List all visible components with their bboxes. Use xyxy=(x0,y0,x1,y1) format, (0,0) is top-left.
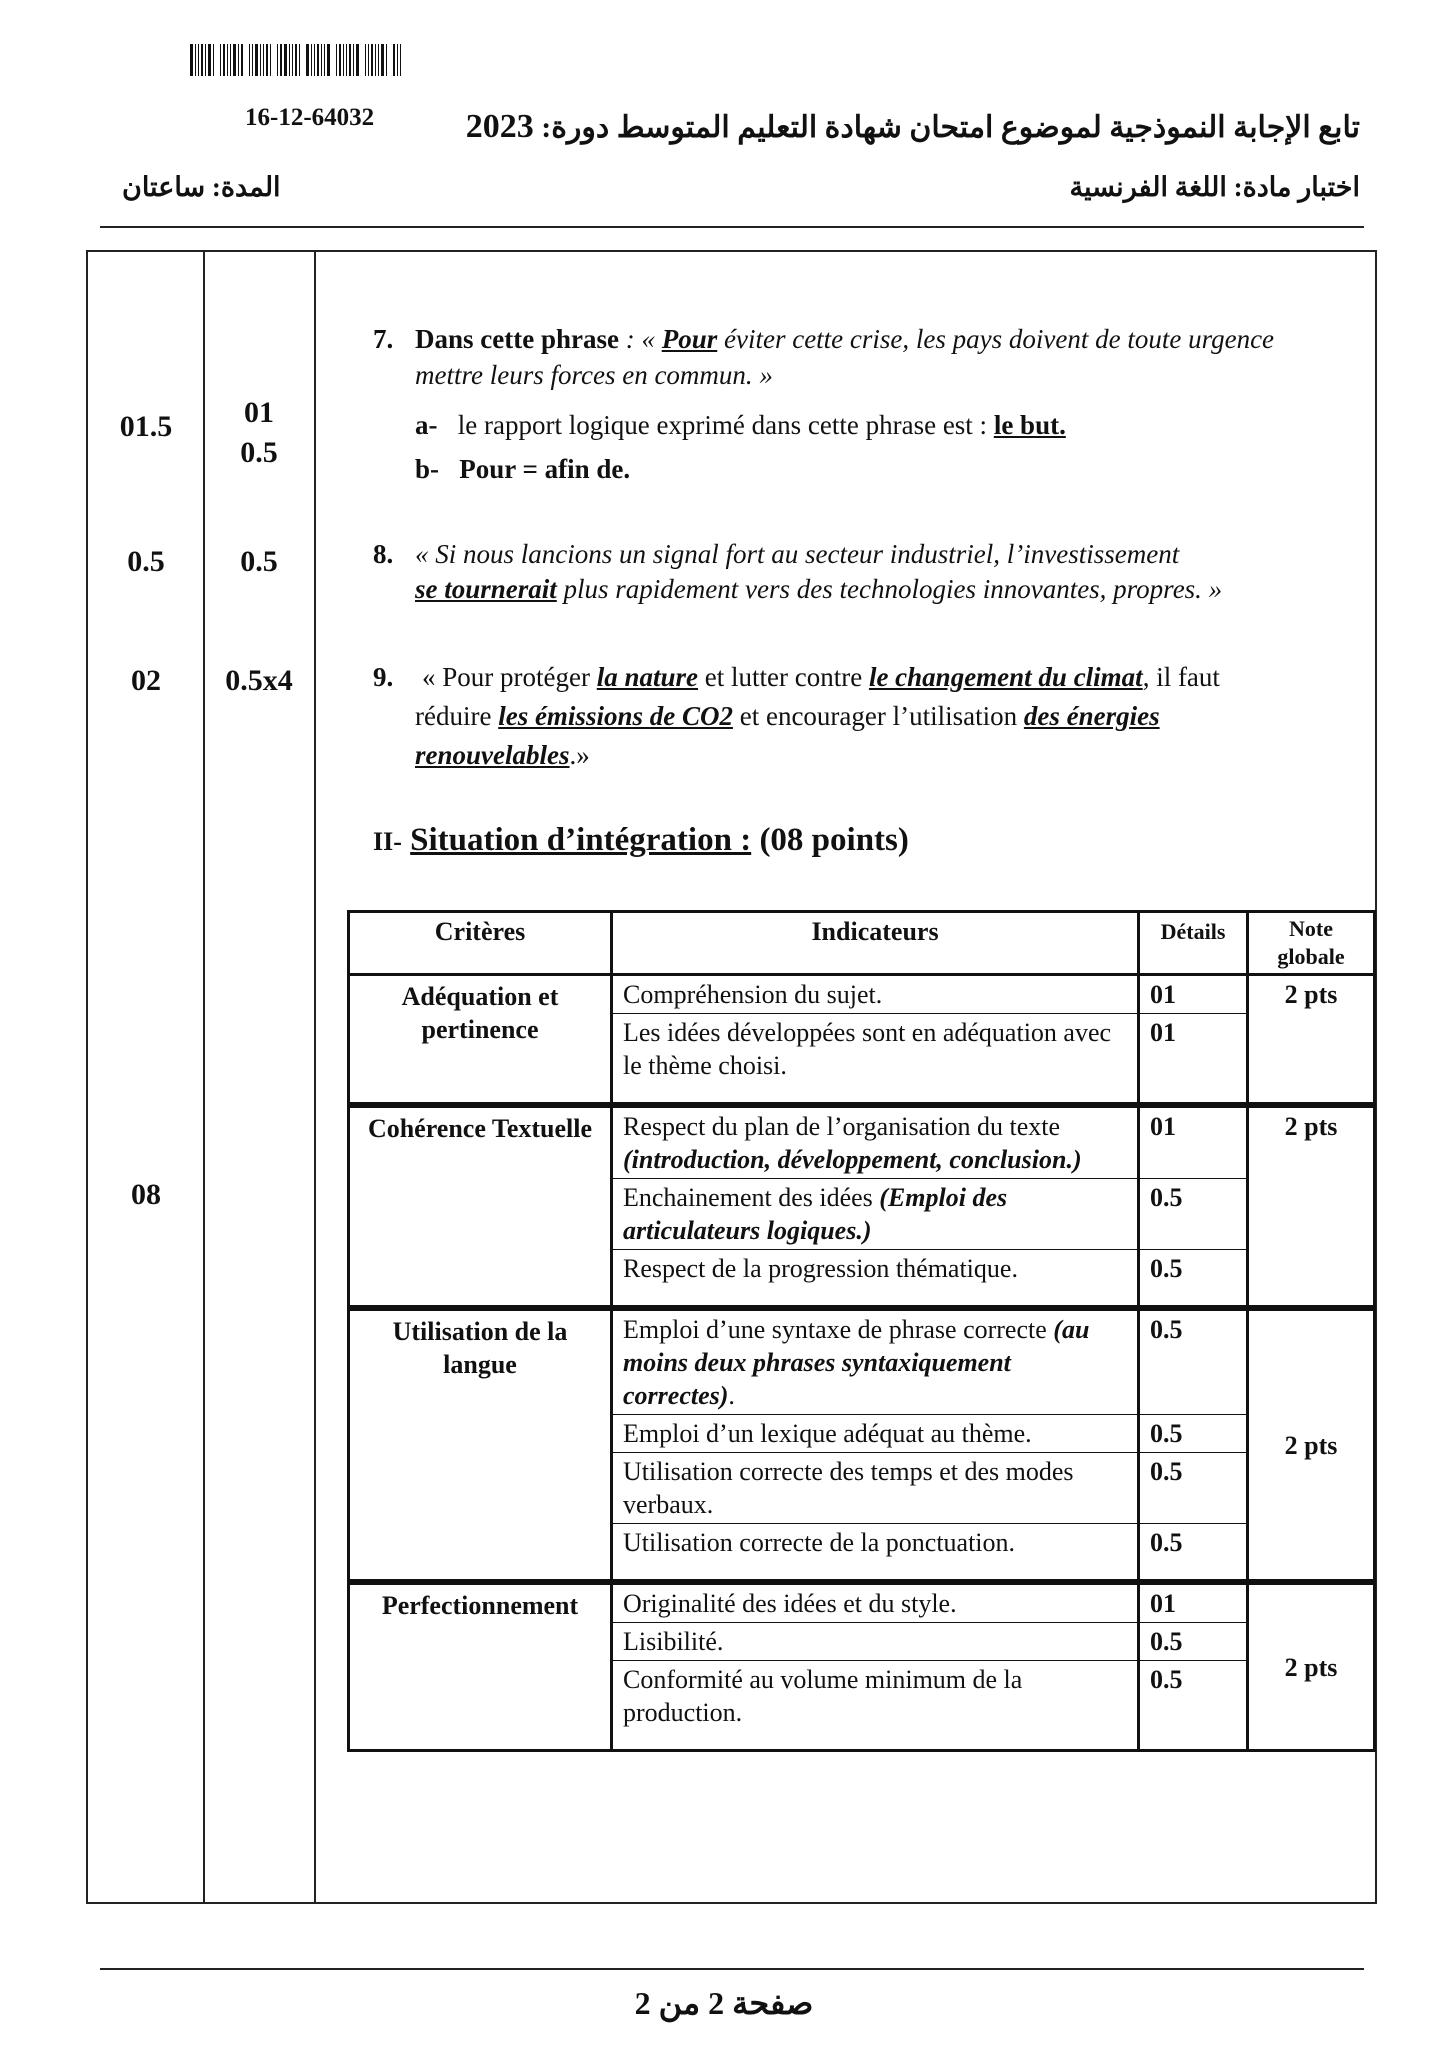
criterion-cell: Utilisation de la langue xyxy=(349,1310,612,1581)
detail-score: 01 xyxy=(1139,975,1248,1014)
q8-total-score: 0.5 xyxy=(127,545,165,578)
q9-detail-score: 0.5x4 xyxy=(225,664,293,697)
indicator-text: Les idées développées sont en adéquation avec le thème choisi. xyxy=(623,1018,1112,1080)
indicator-text: Emploi d’un lexique adéquat au thème. xyxy=(623,1419,1032,1448)
q7-sentence-end: mettre leurs forces en commun. » xyxy=(415,360,773,390)
header-criteres: Critères xyxy=(349,912,612,975)
indicator-text: Lisibilité. xyxy=(623,1627,724,1656)
indicator-cell xyxy=(612,1310,1139,1415)
q9-sentence-cont: réduire les émissions de CO2 et encourager l’utilisation des énergies xyxy=(415,701,1160,731)
q7-detail-score: 0.5 xyxy=(240,436,278,469)
criterion-cell: Cohérence Textuelle xyxy=(349,1107,612,1307)
note-globale: 2 pts xyxy=(1248,1107,1375,1307)
title-text: تابع الإجابة النموذجية لموضوع امتحان شهادة التعليم المتوسط دورة: xyxy=(541,111,1360,144)
detail-score: 0.5 xyxy=(1139,1310,1248,1415)
indicator-cell xyxy=(612,1584,1139,1623)
footer-divider xyxy=(100,1968,1364,1970)
indicator-cell xyxy=(612,1453,1139,1524)
detail-score: 01 xyxy=(1139,1014,1248,1104)
duration-label: المدة: ساعتان xyxy=(122,172,281,202)
q7-number: 7. xyxy=(373,324,394,354)
detail-score: 0.5 xyxy=(1139,1524,1248,1581)
table-row xyxy=(349,1310,1375,1415)
page-number: صفحة 2 من 2 xyxy=(634,1985,814,2021)
header-indicateurs: Indicateurs xyxy=(612,912,1139,975)
barcode xyxy=(190,44,454,76)
header-details: Détails xyxy=(1139,912,1248,975)
indicator-text: Originalité des idées et du style. xyxy=(623,1589,957,1618)
indicator-suffix: . xyxy=(728,1381,735,1410)
indicator-cell xyxy=(612,1623,1139,1661)
q8-sentence: « Si nous lancions un signal fort au secteur industriel, l’investissement xyxy=(415,539,1180,569)
indicator-text: Emploi d’une syntaxe de phrase correcte xyxy=(623,1315,1054,1344)
q9-number: 9. xyxy=(373,662,394,692)
header-note-globale: Note globale xyxy=(1248,912,1375,975)
indicator-cell xyxy=(612,1014,1139,1104)
indicator-cell xyxy=(612,1524,1139,1581)
column-divider xyxy=(203,250,205,1904)
detail-score: 01 xyxy=(1139,1584,1248,1623)
detail-score: 0.5 xyxy=(1139,1661,1248,1751)
criteria-body xyxy=(349,975,1375,1751)
q7-detail-score: 01 xyxy=(244,396,274,429)
indicator-emphasis: (au moins deux phrases syntaxiquement correctes) xyxy=(623,1315,1090,1410)
criterion-cell: Adéquation et pertinence xyxy=(349,975,612,1104)
detail-score: 0.5 xyxy=(1139,1415,1248,1453)
indicator-cell xyxy=(612,1415,1139,1453)
detail-score: 0.5 xyxy=(1139,1250,1248,1307)
q7-answer-a: a- le rapport logique exprimé dans cette phrase est : le but. xyxy=(415,410,1066,440)
detail-score: 0.5 xyxy=(1139,1179,1248,1250)
detail-score: 0.5 xyxy=(1139,1623,1248,1661)
indicator-text: Respect de la progression thématique. xyxy=(623,1254,1018,1283)
indicator-text: Enchainement des idées xyxy=(623,1183,880,1212)
table-row xyxy=(349,975,1375,1014)
indicator-cell xyxy=(612,1661,1139,1751)
indicator-cell xyxy=(612,975,1139,1014)
exam-year: 2023 xyxy=(465,108,534,145)
indicator-emphasis: (Emploi des articulateurs logiques.) xyxy=(623,1183,1008,1245)
indicator-text: Utilisation correcte des temps et des modes verbaux. xyxy=(623,1457,1074,1519)
q8-detail-score: 0.5 xyxy=(240,545,278,578)
q7-sentence: Dans cette phrase : « Pour éviter cette crise, les pays doivent de toute urgence xyxy=(415,324,1275,354)
q8-number: 8. xyxy=(373,539,394,569)
table-row xyxy=(349,1107,1375,1179)
q7-total-score: 01.5 xyxy=(119,410,173,443)
indicator-emphasis: (introduction, développement, conclusion.) xyxy=(623,1145,1082,1174)
subject-label: اختبار مادة: اللغة الفرنسية xyxy=(1069,172,1360,202)
indicator-text: Respect du plan de l’organisation du texte xyxy=(623,1112,1061,1141)
indicator-cell xyxy=(612,1107,1139,1179)
table-row xyxy=(349,1584,1375,1623)
indicator-text: Utilisation correcte de la ponctuation. xyxy=(623,1528,1016,1557)
note-globale: 2 pts xyxy=(1248,975,1375,1104)
header-divider xyxy=(100,226,1364,228)
criteria-table xyxy=(347,910,1376,1752)
detail-score: 0.5 xyxy=(1139,1453,1248,1524)
indicator-text: Compréhension du sujet. xyxy=(623,980,883,1009)
q9-sentence-end: renouvelables.» xyxy=(415,740,590,770)
section2-total-score: 08 xyxy=(131,1178,161,1211)
q7-answer-b: b- Pour = afin de. xyxy=(415,454,631,484)
indicator-cell xyxy=(612,1250,1139,1307)
criterion-cell: Perfectionnement xyxy=(349,1584,612,1751)
section-heading: II- Situation d’intégration : (08 points) xyxy=(373,822,909,858)
q8-sentence-end: se tournerait plus rapidement vers des technologies innovantes, propres. » xyxy=(415,574,1223,604)
column-divider xyxy=(314,250,316,1904)
page-title xyxy=(466,108,1360,146)
indicator-cell xyxy=(612,1179,1139,1250)
document-code: 16-12-64032 xyxy=(245,104,375,131)
q9-sentence: « Pour protéger la nature et lutter contre le changement du climat, il faut xyxy=(422,662,1220,692)
indicator-text: Conformité au volume minimum de la production. xyxy=(623,1665,1023,1727)
note-globale: 2 pts xyxy=(1248,1584,1375,1751)
note-globale: 2 pts xyxy=(1248,1310,1375,1581)
detail-score: 01 xyxy=(1139,1107,1248,1179)
q9-total-score: 02 xyxy=(131,664,161,697)
